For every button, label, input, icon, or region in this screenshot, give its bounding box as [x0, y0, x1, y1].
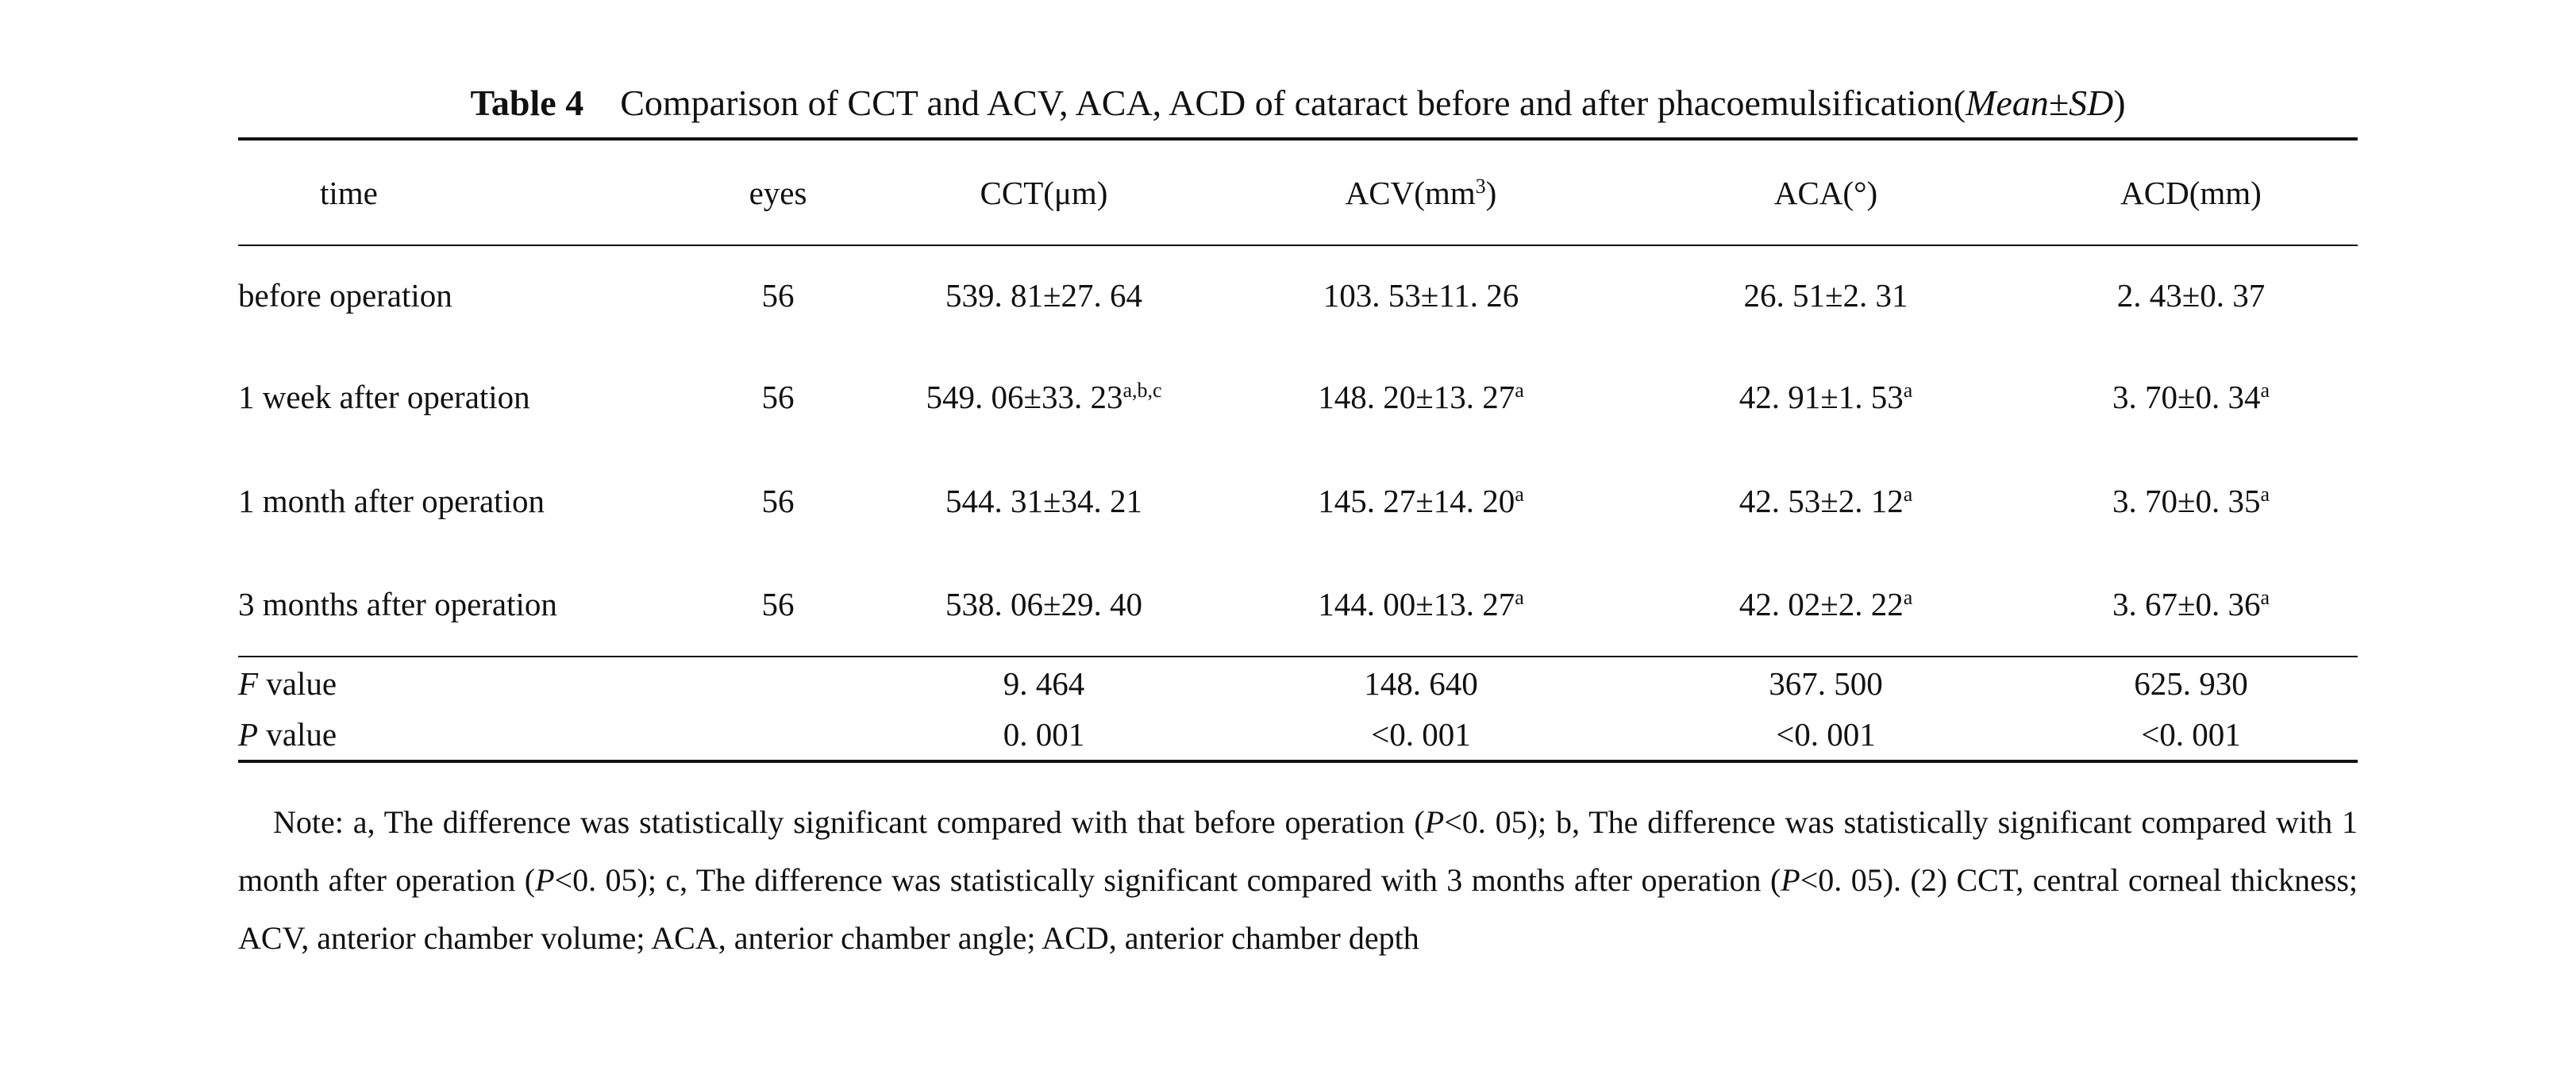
table-row-p-value — [238, 709, 2358, 761]
cell-acv: 148. 640 — [1364, 664, 1478, 702]
cell-eyes: 56 — [761, 586, 795, 622]
cell-acd: 3. 70±0. 34$^a$ — [2112, 378, 2270, 415]
cell-aca: 42. 53±2. 12$^a$ — [1739, 482, 1913, 519]
header-acv: $ACV(mm^3)$ — [1345, 174, 1497, 211]
caption-stat: Mean±SD — [1966, 83, 2114, 123]
header-time: time — [320, 174, 378, 211]
header-cct: CCT(μm) — [980, 174, 1108, 211]
table-row — [238, 345, 2358, 449]
cell-time: 1 month after operation — [238, 482, 545, 519]
results-table — [238, 137, 2358, 763]
table-row — [238, 245, 2358, 345]
table-statistics — [238, 657, 2358, 761]
cell-cct: 544. 31±34. 21 — [945, 482, 1142, 519]
table-row — [238, 449, 2358, 553]
table-row-f-value — [238, 657, 2358, 709]
cell-aca: 367. 500 — [1769, 664, 1883, 702]
table-figure — [238, 75, 2358, 967]
caption-label: Table 4 — [470, 83, 584, 123]
cell-cct: 0. 001 — [1003, 716, 1085, 753]
cell-acd: <0. 001 — [2141, 716, 2241, 753]
cell-acv: 144. 00±13. 27$^a$ — [1318, 586, 1524, 622]
cell-acv: 103. 53±11. 26 — [1323, 277, 1519, 314]
table-body — [238, 245, 2358, 657]
cell-cct: 539. 81±27. 64 — [945, 277, 1142, 314]
table-note: Note: a, The difference was statistically significant compared with that before operation (P<0. 05); b, The difference was statistically significant compared with 1 month after operation (P<0. 05); c, The difference was statistically significant compared with 3 months after operation (P<0. 05). (2) CCT, central corneal thickness; ACV, anterior chamber volume; ACA, anterior chamber angle; ACD, anterior chamber depth — [238, 804, 2358, 956]
cell-acv: <0. 001 — [1371, 716, 1471, 753]
table-row — [238, 553, 2358, 657]
cell-cct: 9. 464 — [1003, 664, 1085, 702]
header-aca: ACA(°) — [1773, 174, 1878, 211]
cell-aca: 42. 91±1. 53$^a$ — [1739, 378, 1913, 415]
cell-eyes — [683, 709, 873, 761]
table-header — [238, 139, 2358, 245]
cell-acd: 625. 930 — [2134, 664, 2248, 702]
cell-stat-label: P value — [238, 716, 337, 753]
cell-eyes: 56 — [761, 378, 795, 415]
cell-eyes — [683, 657, 873, 709]
cell-acd: 3. 67±0. 36$^a$ — [2112, 586, 2270, 622]
cell-aca: 42. 02±2. 22$^a$ — [1739, 586, 1913, 622]
cell-acd: 2. 43±0. 37 — [2116, 277, 2266, 314]
cell-acd: 3. 70±0. 35$^a$ — [2112, 482, 2270, 519]
cell-eyes: 56 — [761, 482, 795, 519]
caption-text: Comparison of CCT and ACV, ACA, ACD of cataract before and after phacoemulsification — [620, 83, 1954, 123]
cell-cct: 549. 06±33. 23$^{a,b,c}$ — [926, 378, 1162, 415]
cell-time: 1 week after operation — [238, 378, 530, 415]
cell-acv: 145. 27±14. 20$^a$ — [1318, 482, 1524, 519]
header-eyes: eyes — [749, 174, 807, 211]
header-acd: ACD(mm) — [2120, 174, 2262, 211]
cell-stat-label: F value — [238, 664, 337, 702]
cell-time: 3 months after operation — [238, 586, 557, 622]
table-caption: Table 4 Comparison of CCT and ACV, ACA, ACD of cataract before and after phacoemulsification(Mean±SD) — [470, 83, 2126, 123]
cell-cct: 538. 06±29. 40 — [945, 586, 1142, 622]
cell-acv: 148. 20±13. 27$^a$ — [1318, 378, 1524, 415]
cell-time: before operation — [238, 277, 452, 314]
cell-aca: <0. 001 — [1776, 716, 1876, 753]
cell-eyes: 56 — [761, 277, 795, 314]
cell-aca: 26. 51±2. 31 — [1743, 277, 1908, 314]
